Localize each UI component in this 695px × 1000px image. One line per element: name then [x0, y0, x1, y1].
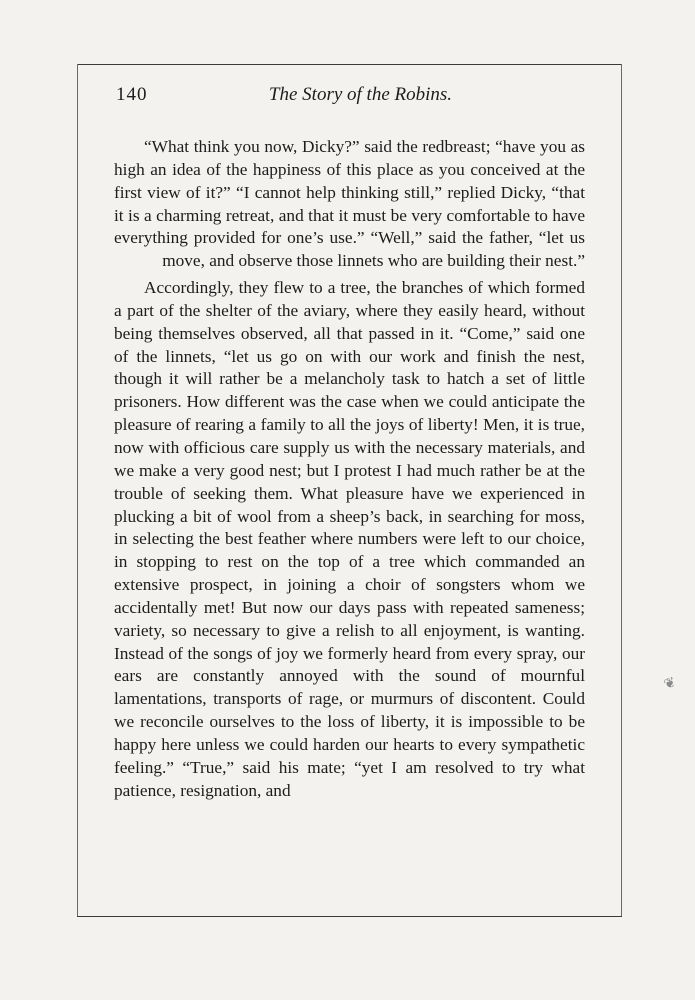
running-title: The Story of the Robins. [268, 84, 453, 105]
page-number: 140 [116, 84, 148, 105]
page-frame-left-rule [77, 64, 78, 916]
page-frame-bottom-rule [77, 916, 622, 917]
ink-blot-icon: ❦ [662, 675, 679, 694]
page-header [116, 84, 585, 112]
paragraph: “What think you now, Dicky?” said the redbreast; “have you as high an idea of the happiness of this place as you conceived at the first view of it?” “I cannot help thinking still,” replied Dicky, “that it is a charming retreat, and that it must be very comfortable to have everything provided for one’s use.” “Well,” said the father, “let us move, and observe those linnets who are building their nest.” [114, 137, 585, 271]
paragraph: Accordingly, they flew to a tree, the branches of which formed a part of the shelter of the aviary, where they easily heard, without being themselves observed, all that passed in it. “Come,” said one of the linnets, “let us go on with our work and finish the nest, though it will rather be a melancholy task to hatch a set of little prisoners. How different was the case when we could anticipate the pleasure of rearing a family to all the joys of liberty! Men, it is true, now with officious care supply us with the necessary materials, and we make a very good nest; but I protest I had much rather be at the trouble of seeking them. What pleasure have we experienced in plucking a bit of wool from a sheep’s back, in searching for moss, in selecting the best feather where numbers were left to our choice, in stopping to rest on the top of a tree which commanded an extensive prospect, in joining a choir of songsters whom we accidentally met! But now our days pass with repeated sameness; variety, so necessary to give a relish to all enjoyment, is wanting. Instead of the songs of joy we formerly heard from every spray, our ears are constantly annoyed with the sound of mournful lamentations, transports of rage, or murmurs of discontent. Could we reconcile ourselves to the loss of liberty, it is impossible to be happy here unless we could harden our hearts to every sympathetic feeling.” “True,” said his mate; “yet I am resolved to try what patience, resignation, and [114, 278, 585, 800]
body-text [114, 136, 585, 802]
page-frame-right-rule [621, 64, 622, 916]
page-frame-top-rule [77, 64, 622, 65]
